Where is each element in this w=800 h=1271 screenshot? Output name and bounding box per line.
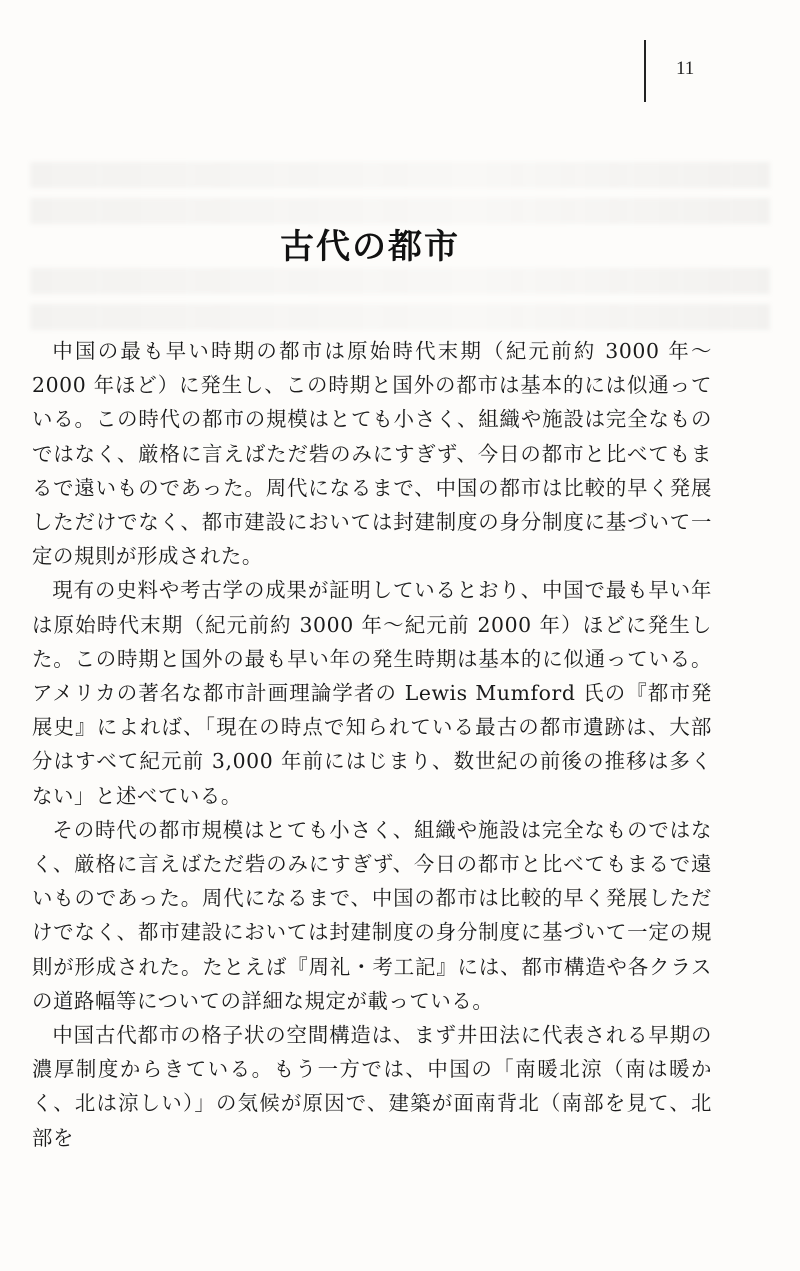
paragraph: 中国の最も早い時期の都市は原始時代末期（紀元前約 3000 年～2000 年ほど）に発生し、この時期と国外の都市は基本的には似通っている。この時代の都市の規模はとても小さく、組織や施設は完全なものではなく、厳格に言えばただ砦のみにすぎず、今日の都市と比べてもまるで遠いものであった。周代になるまで、中国の都市は比較的早く発展しただけでなく、都市建設においては封建制度の身分制度に基づいて一定の規則が形成された。 xyxy=(32,339,713,569)
paragraph: 現有の史料や考古学の成果が証明しているとおり、中国で最も早い年は原始時代末期（紀元前約 3000 年～紀元前 2000 年）ほどに発生した。この時期と国外の最も早い年の発生時期は基本的に似通っている。アメリカの著名な都市計画理論学者の Lewis Mumford 氏の『都市発展史』によれば、「現在の時点で知られている最古の都市遺跡は、大部分はすべて紀元前 3,000 年前にはじまり、数世紀の前後の推移は多くない」と述べている。 xyxy=(32,578,712,808)
page-number: 11 xyxy=(676,58,695,79)
section-title: 古代の都市 xyxy=(280,226,460,267)
paragraph: その時代の都市規模はとても小さく、組織や施設は完全なものではなく、厳格に言えばただ砦のみにすぎず、今日の都市と比べてもまるで遠いものであった。周代になるまで、中国の都市は比較的早く発展しただけでなく、都市建設においては封建制度の身分制度に基づいて一定の規則が形成された。たとえば『周礼・考工記』には、都市構造や各クラスの道路幅等についての詳細な規定が載っている。 xyxy=(32,817,712,1013)
show-through-line xyxy=(30,162,770,188)
header-rule xyxy=(644,40,646,102)
show-through-line xyxy=(30,304,770,330)
show-through-line xyxy=(30,268,770,294)
body-text xyxy=(32,334,712,1155)
paragraph: 中国古代都市の格子状の空間構造は、まず井田法に代表される早期の濃厚制度からきている。もう一方では、中国の「南暖北涼（南は暖かく、北は涼しい）」の気候が原因で、建築が面南背北（南部を見て、北部を xyxy=(32,1023,712,1150)
